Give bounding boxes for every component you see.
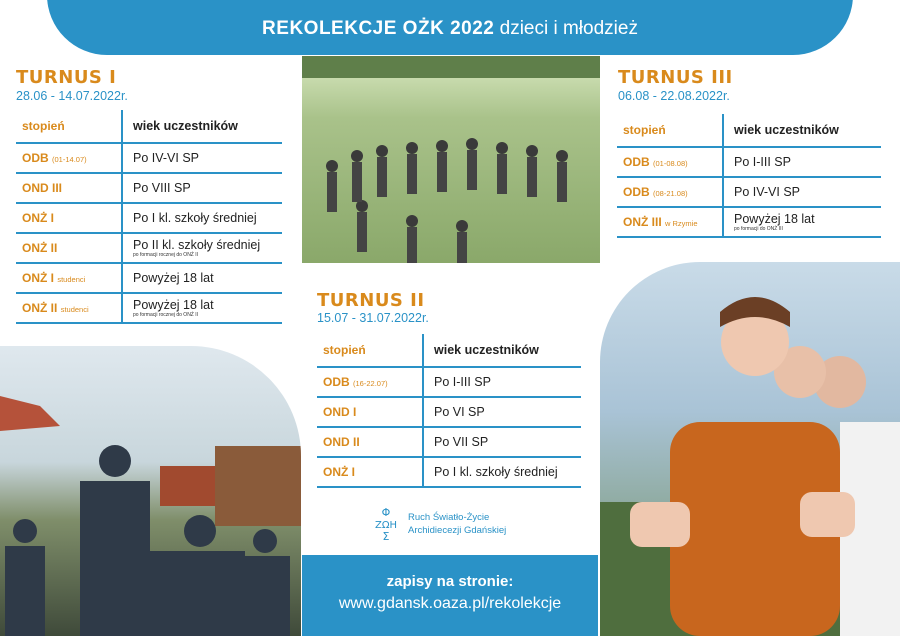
photo-crowd: [0, 346, 301, 636]
age-label: Po IV-VI SP: [133, 151, 200, 165]
turnus3-header-row: [617, 114, 881, 147]
stage-note: studenci: [57, 275, 86, 284]
turnus1-table: [16, 110, 282, 324]
table-row: [16, 173, 282, 203]
photo-group-circle: [302, 56, 600, 263]
age-label: Po II kl. szkoły średniej: [133, 238, 261, 252]
turnus2-col-stage: stopień: [317, 334, 423, 367]
stage-label: OND III: [22, 181, 63, 195]
turnus1-header-row: [16, 110, 282, 143]
age-label: Po I-III SP: [734, 155, 791, 169]
table-row: [317, 367, 581, 397]
turnus2-table: [317, 334, 581, 488]
svg-text:ΖΩΗ: ΖΩΗ: [374, 520, 398, 531]
photo-group-circle-art: [302, 56, 600, 263]
stage-label: OND I: [323, 405, 357, 419]
ruch-logo-icon: [372, 505, 400, 541]
turnus1-title: TURNUS I: [16, 67, 117, 88]
turnus1-col-age: wiek uczestników: [122, 110, 282, 143]
stage-label: ONŻ I: [22, 211, 54, 225]
age-note: po formacji rocznej do ONŻ II: [133, 312, 199, 318]
svg-text:Σ: Σ: [382, 530, 390, 541]
logo-line1: Ruch Światło-Życie: [408, 512, 490, 523]
turnus2-title: TURNUS II: [317, 290, 425, 311]
turnus2-col-age: wiek uczestników: [423, 334, 581, 367]
table-row: [317, 397, 581, 427]
footer-label: zapisy na stronie:: [386, 573, 514, 590]
stage-label: ODB: [22, 151, 49, 165]
age-label: Po I kl. szkoły średniej: [133, 211, 257, 225]
ruch-logo-text: [408, 511, 506, 537]
footer-box: [302, 555, 598, 636]
table-row: [617, 207, 881, 237]
age-label: Powyżej 18 lat: [133, 271, 214, 285]
age-label: Po I-III SP: [434, 375, 491, 389]
turnus2-header-row: [317, 334, 581, 367]
table-row: [16, 233, 282, 263]
table-row: [16, 263, 282, 293]
table-row: [16, 143, 282, 173]
age-label: Po VI SP: [434, 405, 485, 419]
age-note: po formacji rocznej do ONŻ II: [133, 252, 199, 258]
photo-boys-thumbs-up-art: [600, 262, 900, 636]
stage-note: w Rzymie: [665, 219, 698, 228]
turnus3-title: TURNUS III: [618, 67, 733, 88]
turnus3-col-age: wiek uczestników: [723, 114, 881, 147]
turnus3-dates: 06.08 - 22.08.2022r.: [618, 89, 730, 103]
stage-label: ONŻ I: [22, 271, 54, 285]
turnus2-dates: 15.07 - 31.07.2022r.: [317, 311, 429, 325]
stage-note: (16-22.07): [353, 379, 388, 388]
logo-line2: Archidiecezji Gdańskiej: [408, 525, 507, 536]
turnus3-table: [617, 114, 881, 238]
stage-label: ODB: [623, 155, 650, 169]
page-title-bold: REKOLEKCJE OŻK 2022: [262, 18, 495, 39]
page-title-rest: dzieci i młodzież: [499, 18, 638, 39]
age-note: po formacji do ONŻ III: [734, 226, 783, 232]
table-row: [617, 147, 881, 177]
stage-label: ONŻ III: [623, 215, 662, 229]
svg-text:Φ: Φ: [381, 506, 391, 519]
turnus3-col-stage: stopień: [617, 114, 723, 147]
stage-note: studenci: [60, 305, 89, 314]
turnus1-col-stage: stopień: [16, 110, 122, 143]
turnus1-dates: 28.06 - 14.07.2022r.: [16, 89, 128, 103]
page-title: [0, 18, 900, 40]
photo-crowd-art: [0, 346, 301, 636]
age-label: Po I kl. szkoły średniej: [434, 465, 558, 479]
table-row: [317, 457, 581, 487]
table-row: [317, 427, 581, 457]
stage-label: ONŻ I: [323, 465, 355, 479]
table-row: [617, 177, 881, 207]
table-row: [16, 203, 282, 233]
table-row: [16, 293, 282, 323]
stage-label: ODB: [323, 375, 350, 389]
age-label: Po IV-VI SP: [734, 185, 801, 199]
age-label: Po VIII SP: [133, 181, 191, 195]
ruch-logo-mark: [372, 505, 400, 541]
stage-note: (08-21.08): [653, 189, 688, 198]
stage-label: ONŻ II: [22, 241, 58, 255]
stage-note: (01-14.07): [52, 155, 87, 164]
footer-url[interactable]: www.gdansk.oaza.pl/rekolekcje: [338, 595, 562, 612]
stage-label: ODB: [623, 185, 650, 199]
stage-label: ONŻ II: [22, 301, 58, 315]
age-label: Powyżej 18 lat: [734, 212, 815, 226]
age-label: Powyżej 18 lat: [133, 298, 214, 312]
age-label: Po VII SP: [434, 435, 489, 449]
stage-label: OND II: [323, 435, 360, 449]
photo-boys-thumbs-up: [600, 262, 900, 636]
stage-note: (01-08.08): [653, 159, 688, 168]
